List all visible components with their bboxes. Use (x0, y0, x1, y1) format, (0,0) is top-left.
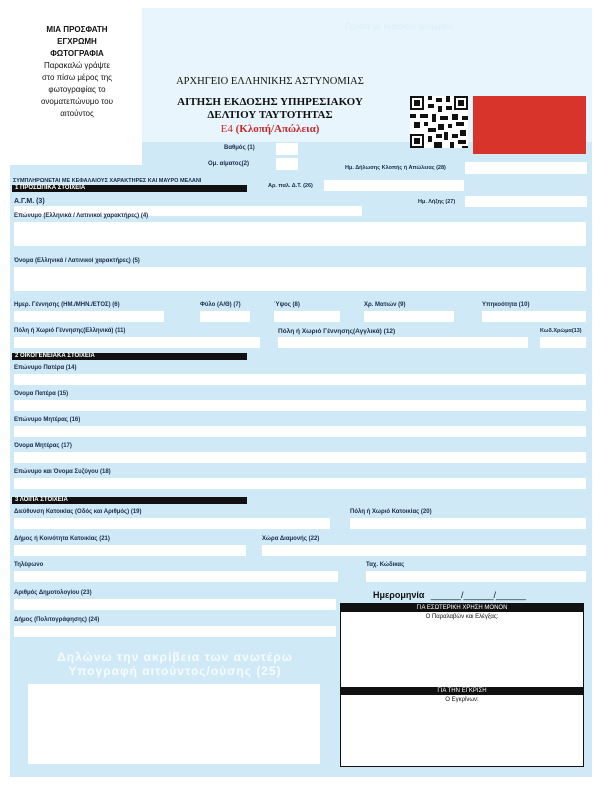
father-surname-field[interactable] (14, 374, 586, 385)
eye-color-label: Χρ. Ματιών (9) (364, 302, 406, 308)
spouse-label: Επώνυμο και Όνομα Συζύγου (18) (14, 469, 111, 475)
approval-header: ΓΙΑ ΤΗΝ ΕΓΚΡΙΣΗ (341, 687, 583, 695)
name-cells[interactable] (14, 267, 586, 291)
photo-instruction-2: ΕΓΧΡΩΜΗ (57, 37, 97, 46)
expiry-field[interactable] (465, 196, 587, 207)
surname-label: Επώνυμο (Ελληνικά / Λατινικοί χαρακτήρες) (4) (14, 213, 149, 219)
phone-field[interactable] (14, 571, 338, 582)
sex-field[interactable] (200, 311, 250, 322)
photo-instruction-5: στο πίσω μέρος της (41, 73, 113, 82)
form-title-line1: ΑΙΤΗΣΗ ΕΚΔΟΣΗΣ ΥΠΗΡΕΣΙΑΚΟΥ (177, 96, 363, 108)
address-field[interactable] (14, 518, 330, 529)
section-1-header: 1 ΠΡΟΣΩΠΙΚΑ ΣΤΟΙΧΕΙΑ (12, 185, 247, 192)
date-label: Ημερομηνία (373, 590, 425, 600)
date-placeholder: ______/______/______ (430, 590, 527, 600)
color-code-label: Κωδ.Χρώμα(13) (540, 328, 582, 334)
father-name-label: Όνομα Πατέρα (15) (14, 391, 69, 397)
red-marker-box (473, 96, 586, 154)
form-code (150, 123, 390, 135)
approver-label: Ο Εγκρίνων: (445, 697, 479, 703)
surname-cells[interactable] (14, 222, 586, 246)
photo-instruction-1: ΜΙΑ ΠΡΟΣΦΑΤΗ (46, 25, 108, 34)
sex-label: Φύλο (Α/Θ) (7) (200, 302, 241, 308)
office-use-box (340, 603, 584, 767)
registry-no-field[interactable] (14, 599, 336, 610)
birthplace-gr-label: Πόλη ή Χωριό Γέννησης(Ελληνικά) (11) (14, 328, 126, 334)
blood-type-label: Ομ. αίματος(2) (208, 161, 250, 167)
section-3-header: 3 ΛΟΙΠΑ ΣΤΟΙΧΕΙΑ (12, 497, 247, 504)
section-2-header: 2 ΟΙΚΟΓΕΝΕΙΑΚΑ ΣΤΟΙΧΕΙΑ (12, 353, 247, 360)
residence-city-label: Πόλη ή Χωριό Κατοικίας (20) (350, 509, 432, 515)
registry-municipality-label: Δήμος (Πολιτογράφησης) (24) (14, 617, 100, 623)
expiry-label: Ημ. Λήξης (27) (418, 199, 456, 205)
height-label: Ύψος (8) (274, 302, 300, 308)
municipality-field[interactable] (14, 545, 246, 556)
father-surname-label: Επώνυμο Πατέρα (14) (14, 365, 77, 371)
mother-surname-label: Επώνυμο Μητέρας (16) (14, 417, 81, 423)
mother-surname-field[interactable] (14, 426, 586, 437)
municipality-label: Δήμος ή Κοινότητα Κατοικίας (21) (14, 536, 110, 542)
citizenship-label: Υπηκοότητα (10) (482, 302, 530, 308)
spouse-field[interactable] (14, 478, 586, 489)
mother-name-field[interactable] (14, 452, 586, 463)
qr-code-icon (410, 96, 468, 148)
old-id-label: Αρ. παλ. Δ.Τ. (26) (268, 183, 313, 189)
postal-code-field[interactable] (366, 571, 586, 582)
registry-municipality-field[interactable] (14, 626, 336, 637)
form-title-line2: ΔΕΛΤΙΟΥ ΤΑΥΤΟΤΗΤΑΣ (207, 109, 333, 121)
loss-date-label: Ημ. Δήλωσης Κλοπής ή Απώλειας (28) (345, 165, 446, 171)
notice-text: ΣΥΜΠΛΗΡΩΝΕΤΑΙ ΜΕ ΚΕΦΑΛΑΙΟΥΣ ΧΑΡΑΚΤΗΡΕΣ ΚΑΙ ΜΑΥΡΟ ΜΕΛΑΝΙ (13, 178, 202, 184)
eye-color-field[interactable] (364, 311, 454, 322)
father-name-field[interactable] (14, 400, 586, 411)
signature-box[interactable] (28, 684, 320, 764)
birthplace-en-field[interactable] (278, 337, 528, 348)
residence-city-field[interactable] (350, 518, 586, 529)
declaration-text (20, 650, 330, 678)
photo-instruction-3: ΦΩΤΟΓΡΑΦΙΑ (50, 49, 104, 58)
declaration-line-2: Υπογραφή αιτούντος/ούσης (25) (68, 664, 282, 678)
date-field[interactable] (373, 590, 526, 600)
height-field[interactable] (274, 311, 340, 322)
old-id-field[interactable] (324, 180, 464, 191)
citizenship-field[interactable] (482, 311, 586, 322)
form-code-number: Ε4 (220, 123, 233, 135)
form-code-type: (Κλοπή/Απώλεια) (235, 123, 320, 135)
birthplace-en-label: Πόλη ή Χωριό Γέννησης(Αγγλικά) (12) (278, 328, 396, 335)
birthplace-gr-field[interactable] (14, 337, 260, 348)
color-code-field[interactable] (540, 337, 586, 348)
address-label: Διεύθυνση Κατοικίας (Οδός και Αριθμός) (19) (14, 509, 142, 515)
internal-use-header: ΓΙΑ ΕΣΩΤΕΡΙΚΗ ΧΡΗΣΗ ΜΟΝΟΝ (341, 604, 583, 612)
registry-no-label: Αριθμός Δημοτολογίου (23) (14, 590, 92, 596)
country-label: Χώρα Διαμονής (22) (262, 536, 320, 542)
dob-field[interactable] (14, 311, 164, 322)
rank-field[interactable] (276, 143, 298, 155)
country-field[interactable] (262, 545, 586, 556)
name-label: Όνομα (Ελληνικά / Λατινικοί χαρακτήρες) (5) (14, 258, 140, 264)
photo-instruction-8: αιτούντος (60, 109, 94, 118)
loss-date-field[interactable] (465, 162, 587, 174)
dob-label: Ημερ. Γέννησης (ΗΜ./ΜΗΝ./ΕΤΟΣ) (6) (14, 302, 120, 308)
mother-name-label: Όνομα Μητέρας (17) (14, 443, 72, 449)
photo-instruction-7: ονοματεπώνυμο του (40, 97, 114, 106)
agency-name: ΑΡΧΗΓΕΙΟ ΕΛΛΗΝΙΚΗΣ ΑΣΤΥΝΟΜΙΑΣ (176, 76, 364, 87)
photo-instruction-6: φωτογραφίας το (48, 85, 106, 94)
declaration-line-1: Δηλώνω την ακρίβεια των ανωτέρω (57, 650, 293, 664)
agm-label: Α.Γ.Μ. (3) (14, 198, 45, 205)
receiver-label: Ο Παραλαβών και Ελέγξας: (425, 614, 499, 620)
blood-type-field[interactable] (276, 158, 298, 170)
top-faint-text: Γεμίστε με κεφαλαία γράμματα (345, 22, 453, 31)
rank-label: Βαθμός (1) (224, 145, 255, 151)
photo-instruction-4: Παρακαλώ γράψτε (43, 61, 111, 70)
postal-code-label: Ταχ. Κώδικας (366, 562, 405, 568)
phone-label: Τηλέφωνο (14, 562, 44, 568)
